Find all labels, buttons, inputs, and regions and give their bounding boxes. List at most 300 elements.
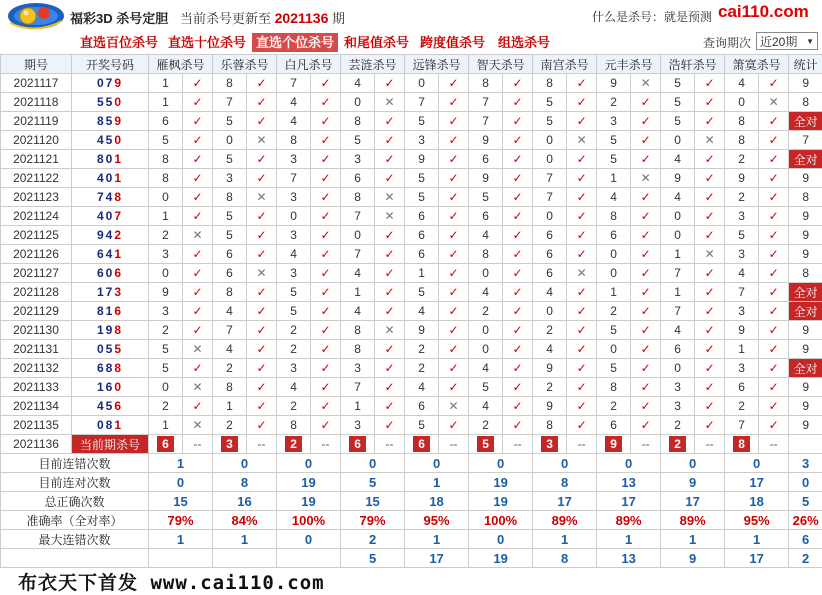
tab-4[interactable]: 跨度值杀号 (416, 33, 489, 52)
check-icon: ✓ (759, 264, 789, 283)
table-row (1, 302, 822, 321)
check-icon: ✓ (311, 188, 341, 207)
check-icon: ✓ (183, 150, 213, 169)
check-icon: ✓ (375, 131, 405, 150)
pick-value: 2 (661, 416, 695, 435)
digit: 5 (106, 342, 115, 356)
digit: 7 (106, 285, 115, 299)
pick-value: 4 (341, 302, 375, 321)
tab-3[interactable]: 和尾值杀号 (340, 33, 413, 52)
digit: 0 (97, 76, 106, 90)
digit: 4 (97, 399, 106, 413)
pick-value: 1 (149, 207, 183, 226)
tab-2[interactable]: 直选个位杀号 (252, 33, 338, 52)
stat-row (1, 511, 822, 530)
check-icon: ✓ (311, 131, 341, 150)
table-row (1, 359, 822, 378)
digit: 1 (114, 152, 123, 166)
table-row (1, 112, 822, 131)
check-icon: ✓ (631, 188, 661, 207)
pick-value: 8 (277, 416, 311, 435)
row-issue: 2021123 (1, 188, 72, 207)
pick-value: 7 (405, 93, 439, 112)
stat-value: 0 (341, 454, 405, 473)
check-icon: ✓ (247, 112, 277, 131)
current-dash: -- (311, 435, 341, 454)
stat-value: 13 (597, 473, 661, 492)
row-issue: 2021121 (1, 150, 72, 169)
digit: 6 (97, 247, 106, 261)
row-stat: 8 (789, 188, 822, 207)
digit: 9 (97, 228, 106, 242)
digit: 0 (106, 152, 115, 166)
col-expert[interactable]: 南宫杀号 (533, 55, 597, 74)
table-row (1, 226, 822, 245)
stat-value: 0 (661, 454, 725, 473)
stat-row (1, 473, 822, 492)
row-number (72, 302, 149, 321)
digit: 0 (114, 133, 123, 147)
check-icon: ✓ (439, 416, 469, 435)
check-icon: ✓ (631, 264, 661, 283)
pick-value: 3 (341, 416, 375, 435)
check-icon: ✓ (183, 283, 213, 302)
cross-icon: ✕ (183, 378, 213, 397)
pick-value: 3 (149, 302, 183, 321)
digit: 9 (106, 323, 115, 337)
row-stat: 全对 (789, 112, 822, 131)
stat-value: 1 (533, 530, 597, 549)
stat-value: 1 (213, 530, 277, 549)
col-expert[interactable]: 箫寞杀号 (725, 55, 789, 74)
pick-value: 9 (469, 169, 503, 188)
row-issue: 2021133 (1, 378, 72, 397)
stat-value: 17 (661, 492, 725, 511)
stat-value (277, 549, 341, 568)
check-icon: ✓ (375, 264, 405, 283)
check-icon: ✓ (183, 321, 213, 340)
pick-value: 2 (277, 397, 311, 416)
check-icon: ✓ (311, 302, 341, 321)
digit: 0 (106, 171, 115, 185)
pick-value: 5 (725, 226, 759, 245)
pick-value: 8 (725, 131, 759, 150)
check-icon: ✓ (311, 283, 341, 302)
pick-value: 5 (341, 131, 375, 150)
row-number (72, 245, 149, 264)
stat-value: 19 (469, 473, 533, 492)
pick-value: 9 (533, 397, 567, 416)
site-logo-text[interactable]: cai110.com (718, 2, 809, 22)
check-icon: ✓ (311, 169, 341, 188)
cross-icon: ✕ (183, 340, 213, 359)
check-icon: ✓ (695, 359, 725, 378)
pick-value: 2 (405, 340, 439, 359)
pick-value: 0 (341, 93, 375, 112)
chevron-down-icon[interactable]: ▼ (806, 33, 814, 51)
pick-value: 5 (405, 416, 439, 435)
pick-value: 0 (533, 131, 567, 150)
check-icon: ✓ (439, 112, 469, 131)
check-icon: ✓ (503, 283, 533, 302)
cross-icon: ✕ (247, 188, 277, 207)
check-icon: ✓ (439, 321, 469, 340)
pick-value: 3 (405, 131, 439, 150)
check-icon: ✓ (695, 226, 725, 245)
stat-value: 1 (597, 530, 661, 549)
col-expert[interactable]: 远锋杀号 (405, 55, 469, 74)
check-icon: ✓ (503, 340, 533, 359)
row-issue: 2021128 (1, 283, 72, 302)
check-icon: ✓ (631, 302, 661, 321)
digit: 5 (114, 342, 123, 356)
current-pick (277, 435, 311, 454)
pick-value: 2 (533, 378, 567, 397)
pick-value: 0 (661, 226, 695, 245)
pick-value: 8 (533, 74, 567, 93)
pick-value: 6 (661, 340, 695, 359)
cross-icon: ✕ (375, 188, 405, 207)
check-icon: ✓ (759, 150, 789, 169)
row-stat: 9 (789, 226, 822, 245)
check-icon: ✓ (375, 359, 405, 378)
query-label: 查询期次 (703, 34, 751, 51)
check-icon: ✓ (631, 245, 661, 264)
row-number (72, 397, 149, 416)
watermark-text: 布衣天下首发 www.cai110.com (14, 568, 329, 595)
pick-value: 5 (213, 207, 247, 226)
check-icon: ✓ (503, 264, 533, 283)
check-icon: ✓ (759, 112, 789, 131)
row-number (72, 283, 149, 302)
table-row (1, 245, 822, 264)
check-icon: ✓ (375, 74, 405, 93)
check-icon: ✓ (759, 188, 789, 207)
check-icon: ✓ (311, 378, 341, 397)
pick-value: 1 (149, 416, 183, 435)
stat-value: 5 (341, 549, 405, 568)
pick-value: 7 (661, 302, 695, 321)
digit: 9 (114, 76, 123, 90)
check-icon: ✓ (695, 188, 725, 207)
check-icon: ✓ (311, 321, 341, 340)
check-icon: ✓ (183, 74, 213, 93)
check-icon: ✓ (375, 245, 405, 264)
stat-value: 17 (725, 473, 789, 492)
current-pick (341, 435, 375, 454)
pick-value: 6 (213, 245, 247, 264)
check-icon: ✓ (759, 131, 789, 150)
stat-total: 6 (789, 530, 822, 549)
pick-value: 3 (725, 245, 759, 264)
pick-value: 0 (533, 150, 567, 169)
period-select[interactable] (756, 32, 818, 50)
pick-value: 5 (661, 93, 695, 112)
pick-value: 5 (405, 112, 439, 131)
pick-value: 0 (469, 264, 503, 283)
pick-value: 6 (533, 264, 567, 283)
pick-value: 6 (149, 112, 183, 131)
check-icon: ✓ (439, 226, 469, 245)
row-issue: 2021119 (1, 112, 72, 131)
digit: 5 (106, 133, 115, 147)
check-icon: ✓ (631, 112, 661, 131)
pick-value: 1 (213, 397, 247, 416)
check-icon: ✓ (567, 169, 597, 188)
col-expert[interactable]: 雁枫杀号 (149, 55, 213, 74)
pick-value: 4 (469, 283, 503, 302)
check-icon: ✓ (311, 150, 341, 169)
pick-value: 2 (469, 416, 503, 435)
stat-value: 0 (405, 454, 469, 473)
check-icon: ✓ (311, 416, 341, 435)
row-stat: 9 (789, 416, 822, 435)
digit: 1 (97, 323, 106, 337)
pick-value: 4 (469, 397, 503, 416)
check-icon: ✓ (695, 321, 725, 340)
check-icon: ✓ (759, 359, 789, 378)
digit: 1 (97, 285, 106, 299)
check-icon: ✓ (759, 226, 789, 245)
check-icon: ✓ (375, 112, 405, 131)
row-issue: 2021120 (1, 131, 72, 150)
check-icon: ✓ (183, 131, 213, 150)
check-icon: ✓ (695, 264, 725, 283)
pick-value: 7 (341, 245, 375, 264)
pick-value: 5 (597, 131, 631, 150)
pick-value: 3 (341, 359, 375, 378)
check-icon: ✓ (183, 93, 213, 112)
check-icon: ✓ (567, 207, 597, 226)
row-stat: 全对 (789, 150, 822, 169)
col-stat: 统计 (789, 55, 822, 74)
pick-value: 4 (277, 112, 311, 131)
stat-value: 19 (469, 492, 533, 511)
stat-row (1, 454, 822, 473)
check-icon: ✓ (567, 283, 597, 302)
row-number (72, 93, 149, 112)
pick-value: 5 (469, 378, 503, 397)
table-row (1, 188, 822, 207)
pick-value: 9 (469, 131, 503, 150)
digit: 4 (106, 190, 115, 204)
check-icon: ✓ (183, 112, 213, 131)
table-row (1, 378, 822, 397)
pick-value: 7 (533, 188, 567, 207)
row-number (72, 112, 149, 131)
current-dash: -- (631, 435, 661, 454)
cross-icon: ✕ (375, 93, 405, 112)
check-icon: ✓ (695, 416, 725, 435)
tab-5[interactable]: 组选杀号 (494, 33, 554, 52)
pick-value: 4 (725, 264, 759, 283)
pick-value: 0 (725, 93, 759, 112)
stat-value: 8 (533, 549, 597, 568)
check-icon: ✓ (695, 378, 725, 397)
digit: 7 (106, 76, 115, 90)
pick-value: 3 (725, 302, 759, 321)
check-icon: ✓ (375, 226, 405, 245)
digit: 4 (97, 171, 106, 185)
check-icon: ✓ (503, 150, 533, 169)
check-icon: ✓ (375, 150, 405, 169)
pick-value: 5 (597, 150, 631, 169)
pick-value: 7 (469, 93, 503, 112)
stat-value: 1 (725, 530, 789, 549)
pick-value: 2 (725, 397, 759, 416)
stat-value: 0 (469, 530, 533, 549)
current-dash: -- (375, 435, 405, 454)
row-number (72, 416, 149, 435)
table-row (1, 416, 822, 435)
row-stat: 9 (789, 74, 822, 93)
check-icon: ✓ (759, 169, 789, 188)
col-expert[interactable]: 乐蓉杀号 (213, 55, 277, 74)
pick-value: 7 (213, 321, 247, 340)
col-expert[interactable]: 芸涟杀号 (341, 55, 405, 74)
check-icon: ✓ (631, 321, 661, 340)
digit: 0 (97, 418, 106, 432)
table-row (1, 264, 822, 283)
stat-label: 目前连错次数 (1, 454, 149, 473)
digit: 6 (114, 399, 123, 413)
row-stat: 全对 (789, 302, 822, 321)
check-icon: ✓ (247, 169, 277, 188)
check-icon: ✓ (247, 245, 277, 264)
update-status (180, 8, 345, 27)
check-icon: ✓ (183, 207, 213, 226)
pick-value: 4 (533, 283, 567, 302)
current-pick (405, 435, 439, 454)
current-pick-value: 6 (349, 436, 366, 452)
row-number (72, 131, 149, 150)
pick-value: 6 (405, 245, 439, 264)
check-icon: ✓ (759, 416, 789, 435)
pick-value: 3 (277, 150, 311, 169)
col-expert[interactable]: 元丰杀号 (597, 55, 661, 74)
tab-0[interactable]: 直选百位杀号 (76, 33, 162, 52)
brand-title: 福彩3D 杀号定胆 (70, 8, 168, 27)
check-icon: ✓ (631, 93, 661, 112)
digit: 7 (97, 190, 106, 204)
pick-value: 8 (597, 378, 631, 397)
cross-icon: ✕ (759, 93, 789, 112)
check-icon: ✓ (503, 169, 533, 188)
current-pick (661, 435, 695, 454)
check-icon: ✓ (759, 321, 789, 340)
digit: 5 (106, 114, 115, 128)
pick-value: 9 (661, 169, 695, 188)
stat-value: 84% (213, 511, 277, 530)
check-icon: ✓ (439, 378, 469, 397)
pick-value: 3 (277, 188, 311, 207)
check-icon: ✓ (567, 74, 597, 93)
check-icon: ✓ (247, 207, 277, 226)
current-dash: -- (759, 435, 789, 454)
pick-value: 3 (661, 378, 695, 397)
pick-value: 5 (405, 283, 439, 302)
check-icon: ✓ (247, 74, 277, 93)
col-expert[interactable]: 白凡杀号 (277, 55, 341, 74)
pick-value: 9 (533, 359, 567, 378)
row-issue: 2021134 (1, 397, 72, 416)
check-icon: ✓ (567, 397, 597, 416)
pick-value: 4 (597, 188, 631, 207)
stat-value: 19 (277, 473, 341, 492)
check-icon: ✓ (567, 245, 597, 264)
cross-icon: ✕ (247, 131, 277, 150)
pick-value: 3 (341, 150, 375, 169)
table-row (1, 150, 822, 169)
check-icon: ✓ (695, 74, 725, 93)
check-icon: ✓ (439, 169, 469, 188)
pick-value: 8 (213, 74, 247, 93)
pick-value: 8 (149, 169, 183, 188)
pick-value: 8 (213, 188, 247, 207)
check-icon: ✓ (247, 378, 277, 397)
check-icon: ✓ (567, 302, 597, 321)
row-stat: 9 (789, 321, 822, 340)
row-issue: 2021127 (1, 264, 72, 283)
tab-1[interactable]: 直选十位杀号 (164, 33, 250, 52)
pick-value: 9 (405, 150, 439, 169)
stat-value: 9 (661, 473, 725, 492)
pick-value: 7 (661, 264, 695, 283)
digit: 4 (106, 247, 115, 261)
update-suffix: 期 (332, 11, 345, 26)
row-number (72, 359, 149, 378)
pick-value: 2 (725, 150, 759, 169)
check-icon: ✓ (567, 378, 597, 397)
stat-value: 89% (661, 511, 725, 530)
row-issue: 2021122 (1, 169, 72, 188)
stat-value: 17 (597, 492, 661, 511)
col-expert[interactable]: 智天杀号 (469, 55, 533, 74)
check-icon: ✓ (183, 397, 213, 416)
row-number (72, 150, 149, 169)
cross-icon: ✕ (631, 74, 661, 93)
table-row (1, 74, 822, 93)
kill-number-tip (592, 8, 712, 25)
digit: 8 (106, 361, 115, 375)
pick-value: 8 (341, 112, 375, 131)
stat-value: 79% (341, 511, 405, 530)
row-stat: 7 (789, 131, 822, 150)
pick-value: 9 (149, 283, 183, 302)
check-icon: ✓ (695, 169, 725, 188)
pick-value: 5 (533, 93, 567, 112)
stat-value: 0 (469, 454, 533, 473)
check-icon: ✓ (439, 131, 469, 150)
check-icon: ✓ (439, 359, 469, 378)
check-icon: ✓ (375, 416, 405, 435)
col-expert[interactable]: 浩轩杀号 (661, 55, 725, 74)
check-icon: ✓ (631, 397, 661, 416)
pick-value: 5 (661, 74, 695, 93)
pick-value: 4 (277, 378, 311, 397)
check-icon: ✓ (247, 321, 277, 340)
pick-value: 8 (725, 112, 759, 131)
current-dash: -- (503, 435, 533, 454)
stat-total: 0 (789, 473, 822, 492)
pick-value: 5 (597, 321, 631, 340)
check-icon: ✓ (183, 169, 213, 188)
stat-total: 2 (789, 549, 822, 568)
current-pick (725, 435, 759, 454)
pick-value: 3 (213, 169, 247, 188)
pick-value: 0 (661, 131, 695, 150)
check-icon: ✓ (311, 359, 341, 378)
